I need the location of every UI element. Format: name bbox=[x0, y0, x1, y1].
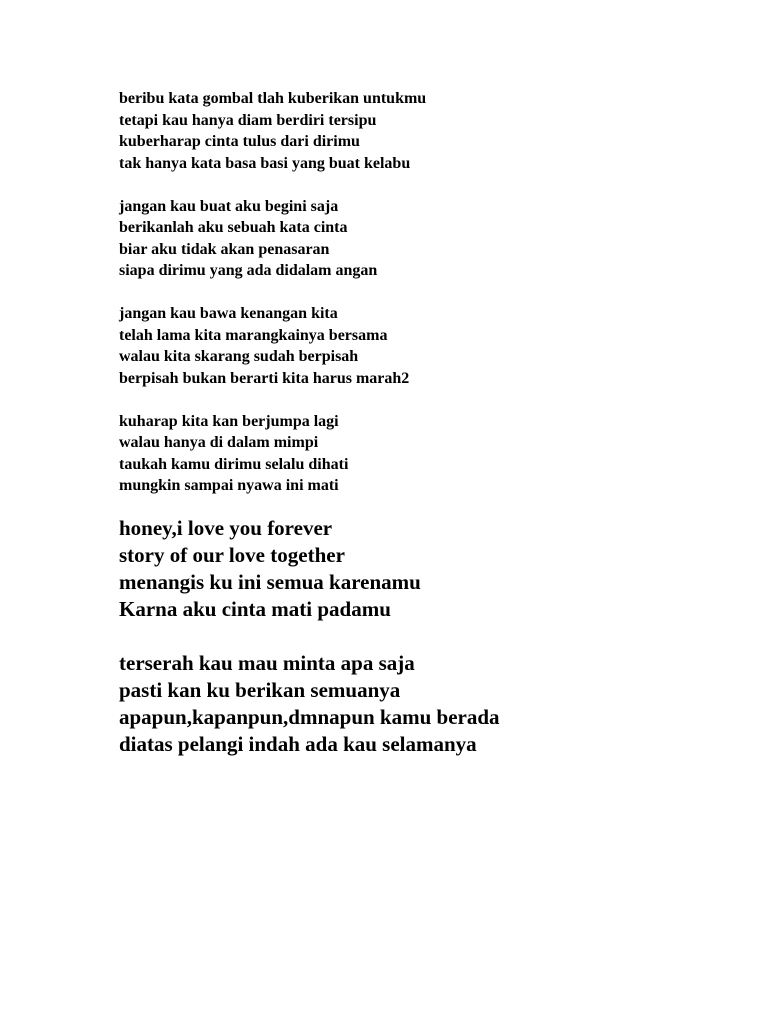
poem-line: telah lama kita marangkainya bersama bbox=[119, 326, 388, 344]
poem-line: kuberharap cinta tulus dari dirimu bbox=[119, 133, 360, 150]
stanza-2 bbox=[119, 196, 739, 282]
poem-line: taukah kamu dirimu selalu dihati bbox=[119, 455, 349, 473]
poem-line: jangan kau bawa kenangan kita bbox=[119, 305, 338, 322]
poem-line: berikanlah aku sebuah kata cinta bbox=[119, 219, 348, 236]
poem-line: pasti kan ku berikan semuanya bbox=[119, 678, 401, 702]
poem-line: berpisah bukan berarti kita harus marah2 bbox=[119, 369, 410, 387]
poem-line: walau kita skarang sudah berpisah bbox=[119, 348, 359, 365]
poem-line: mungkin sampai nyawa ini mati bbox=[119, 477, 339, 494]
poem-line: tak hanya kata basa basi yang buat kelabu bbox=[119, 154, 411, 172]
stanza-1 bbox=[119, 88, 739, 174]
poem-line: tetapi kau hanya diam berdiri tersipu bbox=[119, 111, 377, 129]
stanza-6 bbox=[119, 650, 739, 758]
poem-line: jangan kau buat aku begini saja bbox=[119, 197, 339, 215]
poem-line: biar aku tidak akan penasaran bbox=[119, 240, 330, 258]
poem-text bbox=[119, 88, 739, 758]
poem-line: walau hanya di dalam mimpi bbox=[119, 434, 319, 451]
poem-line: menangis ku ini semua karenamu bbox=[119, 570, 421, 594]
poem-line: beribu kata gombal tlah kuberikan untukmu bbox=[119, 90, 427, 107]
poem-line: diatas pelangi indah ada kau selamanya bbox=[119, 732, 477, 756]
poem-line: siapa dirimu yang ada didalam angan bbox=[119, 262, 378, 279]
stanza-5 bbox=[119, 515, 739, 623]
poem-line: Karna aku cinta mati padamu bbox=[119, 597, 391, 621]
poem-line: story of our love together bbox=[119, 543, 345, 567]
poem-line: terserah kau mau minta apa saja bbox=[119, 651, 415, 675]
stanza-3 bbox=[119, 303, 739, 389]
poem-line: kuharap kita kan berjumpa lagi bbox=[119, 412, 339, 430]
poem-line: honey,i love you forever bbox=[119, 516, 333, 540]
poem-line: apapun,kapanpun,dmnapun kamu berada bbox=[119, 705, 500, 729]
stanza-4 bbox=[119, 411, 739, 497]
